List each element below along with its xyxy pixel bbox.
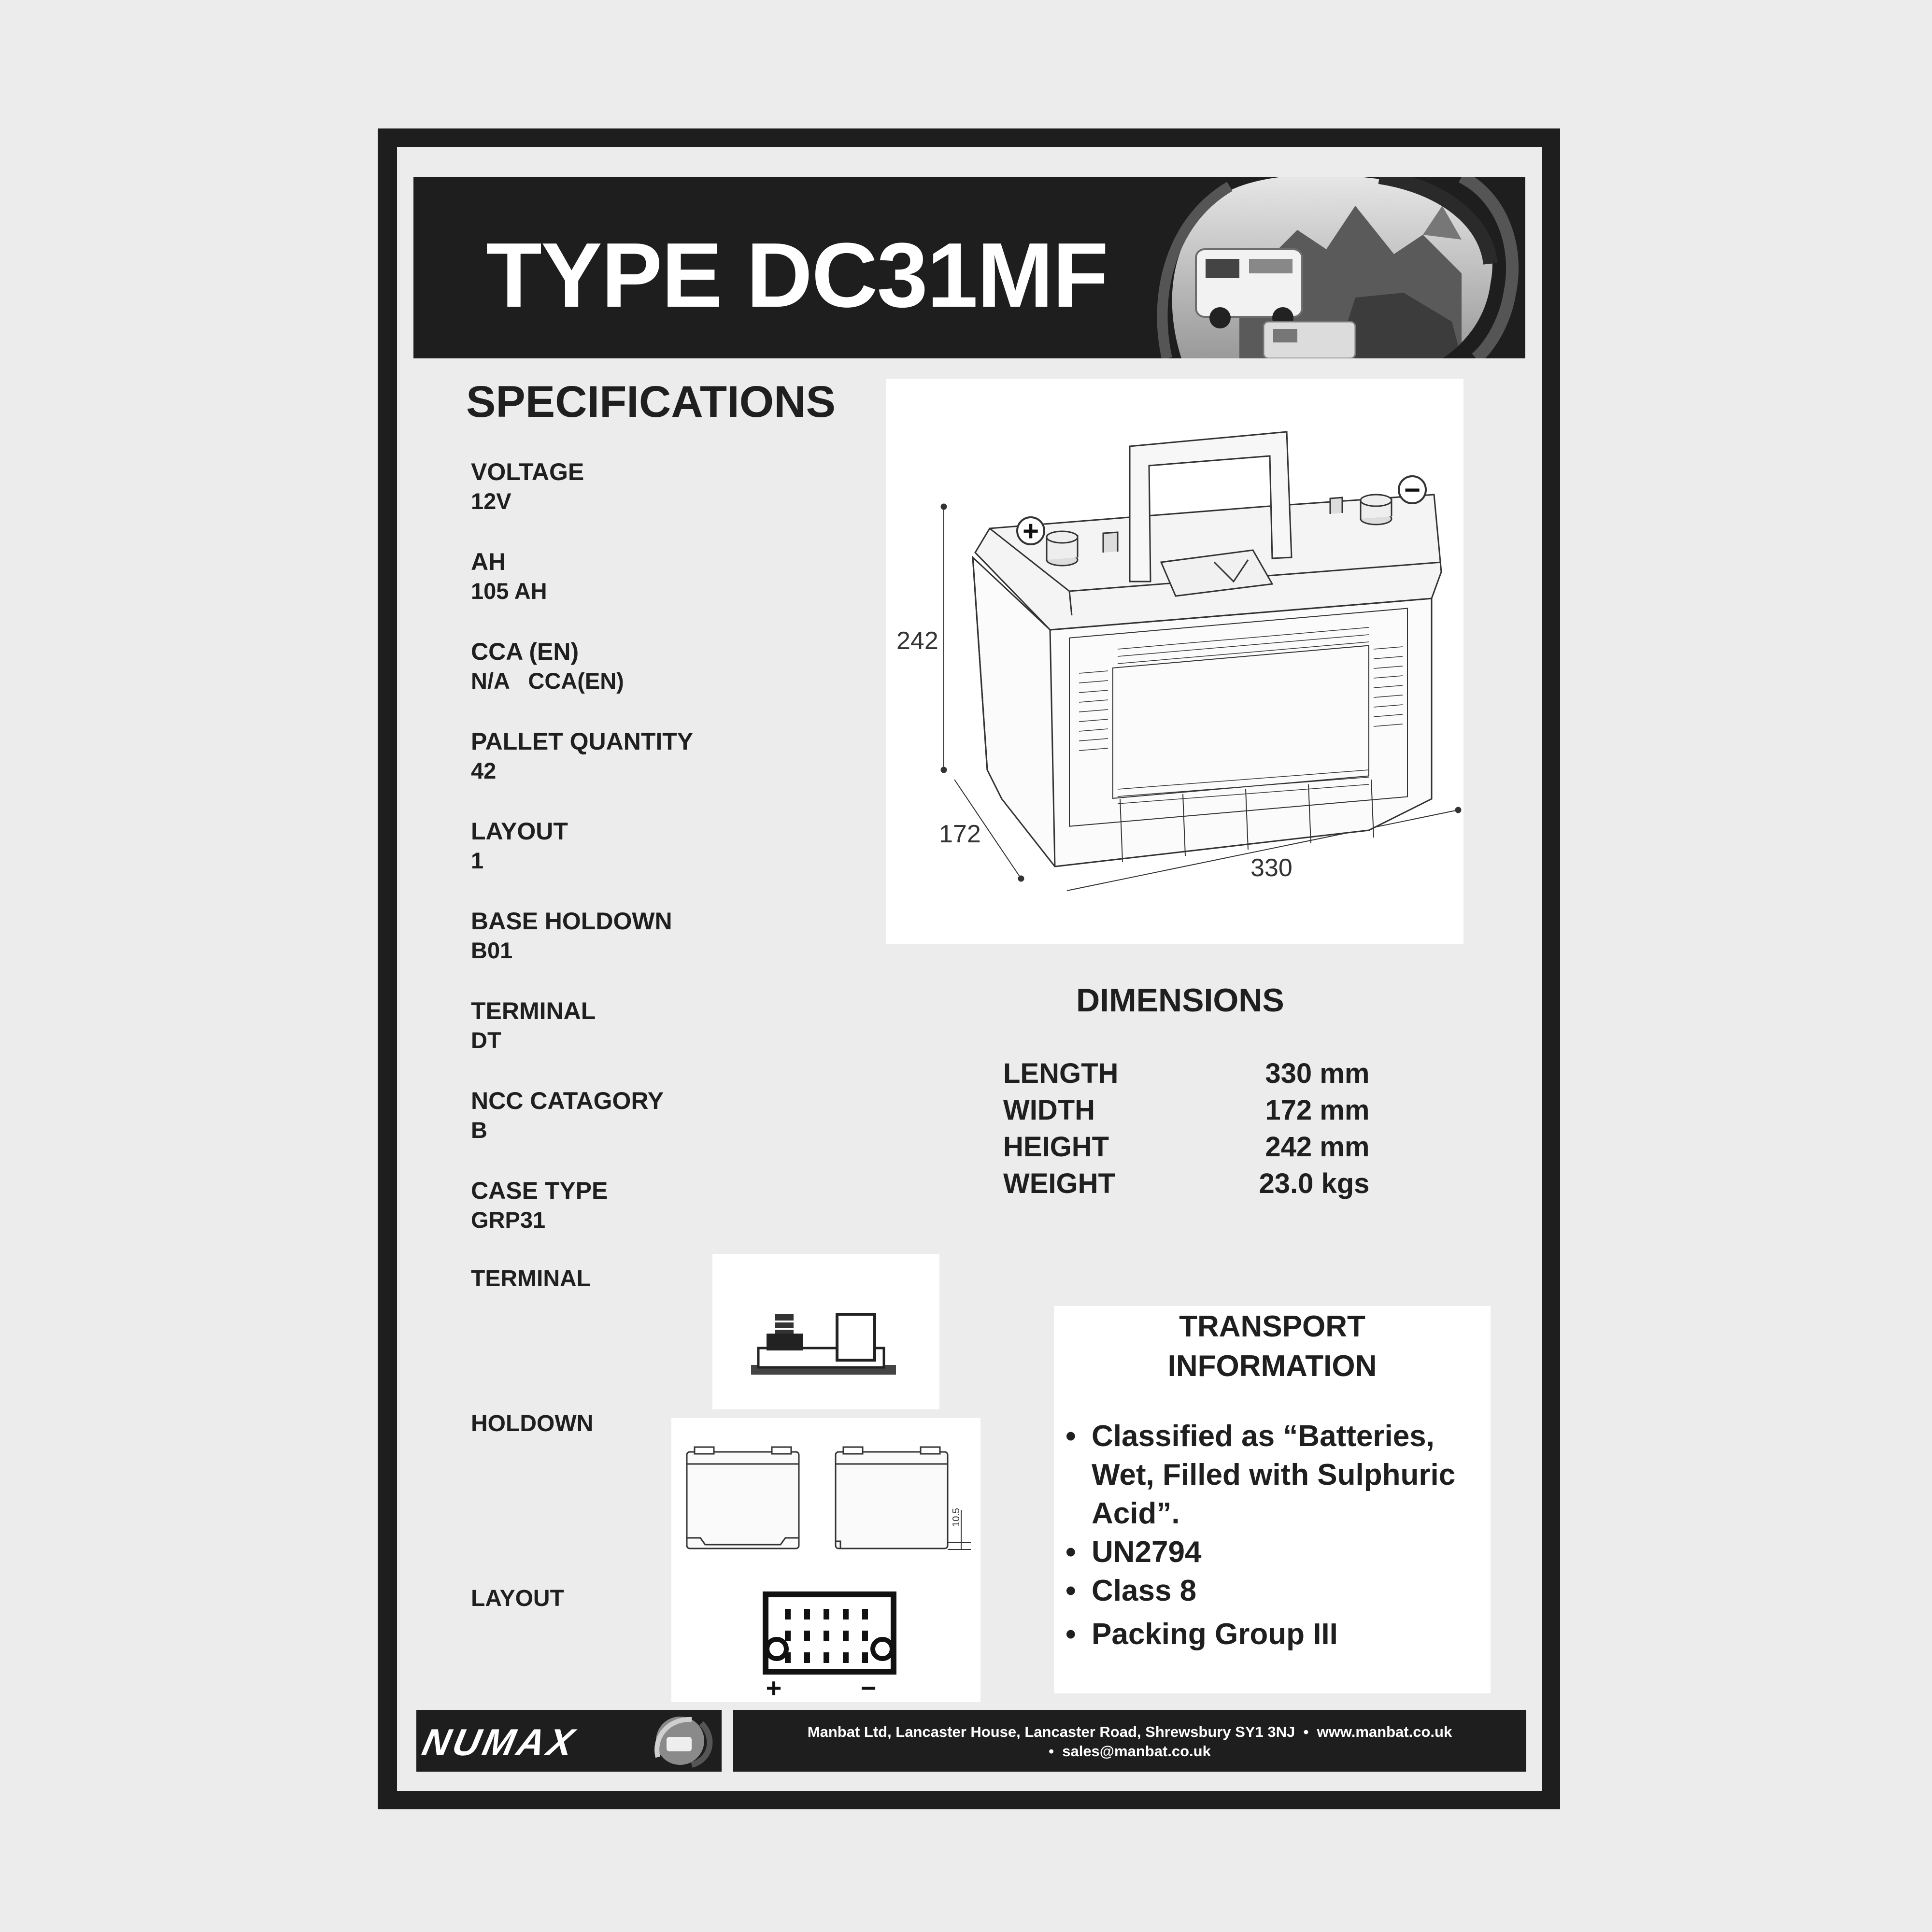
spec-label: TERMINAL (471, 997, 596, 1024)
spec-item-ah (471, 548, 693, 638)
spec-label: PALLET QUANTITY (471, 728, 694, 755)
layout-diagram (671, 1582, 980, 1702)
terminal-diagram-panel (712, 1254, 939, 1409)
spec-item-base-holdown (471, 907, 693, 997)
holdown-diagram-panel (671, 1418, 980, 1582)
spec-label: BASE HOLDOWN (471, 908, 672, 935)
height-dimension-label: 242 (896, 627, 938, 655)
spec-value: 12V (471, 488, 511, 514)
width-dimension-label: 172 (939, 820, 981, 848)
dimension-row-weight (1003, 1165, 1369, 1202)
terminal-diagram (712, 1254, 939, 1409)
spec-label: CCA (EN) (471, 638, 579, 665)
spec-item-case-type (471, 1177, 693, 1266)
transport-list-item: • Classified as “Batteries, Wet, Filled with Sulphuric Acid”. (1064, 1417, 1489, 1533)
dimension-label: WIDTH (1003, 1094, 1095, 1126)
dimensions-table (1003, 1055, 1369, 1202)
terminal-diagram-label: TERMINAL (471, 1266, 591, 1292)
logo-text: NUMAX (418, 1721, 581, 1763)
footer-address-line: Manbat Ltd, Lancaster House, Lancaster Road, Shrewsbury SY1 3NJ • www.manbat.co.uk (807, 1723, 1452, 1740)
spec-item-cca (471, 638, 693, 727)
holdown-diagram (671, 1418, 980, 1582)
header-bar (413, 177, 1525, 358)
spec-value: DT (471, 1027, 501, 1053)
positive-terminal-symbol: + (1023, 515, 1039, 547)
spec-label: AH (471, 548, 506, 575)
dimension-label: LENGTH (1003, 1057, 1119, 1089)
dimension-row-length (1003, 1055, 1369, 1092)
dimension-row-height (1003, 1128, 1369, 1165)
transport-heading (1054, 1307, 1491, 1386)
dimension-value: 242 mm (1265, 1131, 1370, 1163)
holdown-measure-label: 10.5 (951, 1508, 962, 1527)
transport-list-item: • Class 8 (1064, 1572, 1489, 1610)
spec-label: CASE TYPE (471, 1177, 608, 1204)
spec-item-pallet-quantity (471, 727, 693, 817)
numax-logo (416, 1710, 722, 1772)
layout-positive-symbol: + (766, 1673, 782, 1702)
layout-diagram-label: LAYOUT (471, 1586, 564, 1611)
footer-contact-text (733, 1722, 1526, 1761)
logo-swirl-icon (639, 1714, 721, 1768)
transport-information-panel (1054, 1306, 1491, 1693)
spec-item-terminal (471, 997, 693, 1087)
battery-drawing-panel (886, 379, 1463, 944)
layout-negative-symbol: − (860, 1673, 877, 1702)
spec-item-voltage (471, 458, 693, 548)
spec-value: 42 (471, 758, 497, 783)
specifications-list (471, 458, 693, 1266)
spec-item-ncc-category (471, 1087, 693, 1177)
transport-list (1064, 1417, 1489, 1654)
negative-terminal-symbol: − (1404, 474, 1421, 506)
transport-heading-line-1: TRANSPORT (1179, 1310, 1365, 1343)
footer-contact-bar (733, 1710, 1526, 1772)
dimension-value: 330 mm (1265, 1057, 1370, 1089)
spec-label: VOLTAGE (471, 458, 584, 485)
dimension-row-width (1003, 1092, 1369, 1128)
holdown-diagram-label: HOLDOWN (471, 1411, 594, 1436)
spec-value: B (471, 1117, 487, 1143)
transport-list-item: • UN2794 (1064, 1533, 1489, 1572)
spec-label: NCC CATAGORY (471, 1087, 664, 1114)
specifications-heading: SPECIFICATIONS (466, 377, 836, 426)
dimension-value: 23.0 kgs (1259, 1167, 1370, 1199)
page-title: TYPE DC31MF (486, 224, 1108, 327)
transport-heading-line-2: INFORMATION (1167, 1350, 1377, 1383)
transport-list-item: • Packing Group III (1064, 1615, 1489, 1654)
dimension-value: 172 mm (1265, 1094, 1370, 1126)
spec-value: 105 AH (471, 578, 547, 604)
dimension-label: WEIGHT (1003, 1167, 1115, 1199)
spec-value: GRP31 (471, 1207, 546, 1233)
spec-value: 1 (471, 848, 484, 873)
footer-email-line: • sales@manbat.co.uk (1049, 1743, 1211, 1760)
spec-value: B01 (471, 938, 513, 963)
dimension-label: HEIGHT (1003, 1131, 1109, 1163)
header-motorhome-photo (1152, 177, 1525, 358)
layout-diagram-panel (671, 1582, 980, 1702)
spec-value: N/A CCA(EN) (471, 668, 624, 694)
dimensions-heading: DIMENSIONS (1076, 982, 1284, 1019)
spec-label: LAYOUT (471, 818, 568, 845)
spec-item-layout (471, 817, 693, 907)
battery-line-drawing (886, 379, 1463, 944)
length-dimension-label: 330 (1250, 854, 1293, 882)
